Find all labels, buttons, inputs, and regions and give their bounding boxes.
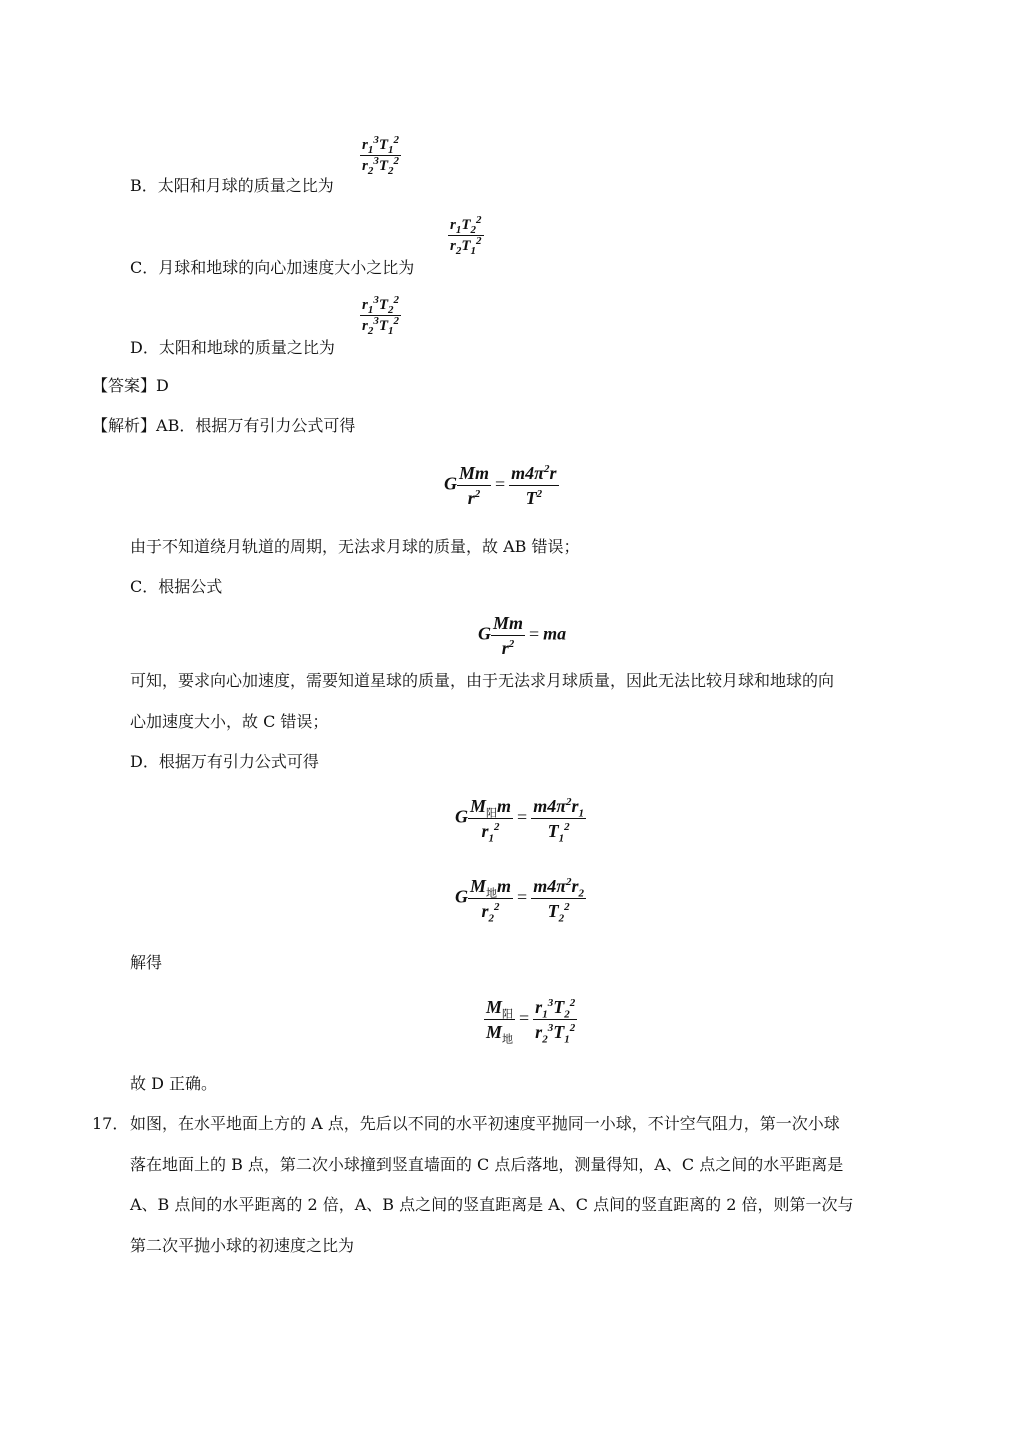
ratio-earth-subscript: 地 [502, 1032, 514, 1046]
question-17-number: 17． [92, 1114, 129, 1133]
equation-sun: G $\frac{M_阳m}{r_1^2}$ = $\frac{m4\pi^2r_1}{T_1^2}$ [455, 796, 585, 845]
question-17-line3: A、B 点间的水平距离的 2 倍，A、B 点之间的竖直距离是 A、C 点间的竖直距离的 2 倍，则第一次与 [130, 1195, 854, 1214]
analysis-c-intro: C．根据公式 [130, 577, 223, 596]
option-d-fraction: $\frac{r_1^3T_2^2}{r_2^3T_1^2}$ [362, 294, 400, 337]
answer-value: D [156, 376, 169, 395]
ratio-sun-subscript: 阳 [502, 1007, 514, 1021]
answer-line [92, 376, 169, 396]
equation-gravity-period: G $\frac{Mm}{r^2}$ = $\frac{m4\pi^2r}{T^2}$ [444, 463, 557, 508]
analysis-c-conclusion-line1: 可知，要求向心加速度，需要知道星球的质量，由于无法求月球质量，因此无法比较月球和地球的向 [130, 671, 835, 690]
equation-gravity-acceleration: G $\frac{Mm}{r^2}$ = ma [478, 613, 567, 658]
equation-earth: G $\frac{M_地m}{r_2^2}$ = $\frac{m4\pi^2r_2}{T_2^2}$ [455, 876, 585, 925]
option-c-fraction: $\frac{r_1T_2^2}{r_2T_1^2}$ [450, 214, 482, 257]
analysis-ab-intro: AB．根据万有引力公式可得 [156, 416, 356, 435]
option-c-label: C．月球和地球的向心加速度大小之比为 [130, 258, 415, 277]
analysis-c-conclusion-line2: 心加速度大小，故 C 错误； [130, 712, 329, 731]
question-17-line2: 落在地面上的 B 点，第二次小球撞到竖直墙面的 C 点后落地，测量得知，A、C 点之间的水平距离是 [130, 1155, 844, 1174]
option-b-label: B．太阳和月球的质量之比为 [130, 176, 334, 195]
analysis-ab-conclusion: 由于不知道绕月轨道的周期，无法求月球的质量，故 AB 错误； [130, 537, 580, 556]
analysis-tag: 【解析】 [92, 416, 157, 435]
question-17-line4: 第二次平抛小球的初速度之比为 [130, 1236, 355, 1255]
analysis-solve: 解得 [130, 953, 163, 972]
equation-mass-ratio: $\frac{M_阳}{M_地}$ = $\frac{r_1^3T_2^2}{r_2^3T_1^2}$ [486, 997, 576, 1046]
option-b-fraction: $\frac{r_1^3T_1^2}{r_2^3T_2^2}$ [362, 134, 400, 177]
analysis-d-conclusion: 故 D 正确。 [130, 1074, 218, 1093]
sun-subscript: 阳 [486, 806, 498, 820]
analysis-line [92, 416, 355, 436]
answer-tag: 【答案】 [92, 376, 157, 395]
option-d-label: D．太阳和地球的质量之比为 [130, 338, 335, 357]
analysis-d-intro: D．根据万有引力公式可得 [130, 752, 319, 771]
earth-subscript: 地 [486, 886, 498, 900]
question-17-line1: 如图，在水平地面上方的 A 点，先后以不同的水平初速度平抛同一小球，不计空气阻力，第一次小球 [130, 1114, 840, 1133]
